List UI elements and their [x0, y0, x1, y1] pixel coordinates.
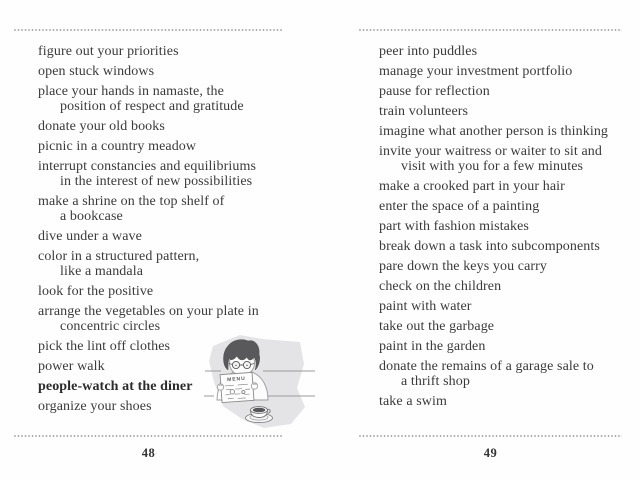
activity-item — [38, 84, 283, 114]
activity-line: paint with water — [379, 299, 472, 314]
activity-item — [38, 64, 283, 79]
activity-line: dive under a wave — [38, 229, 142, 244]
activity-item — [38, 119, 283, 134]
page-number-left: 48 — [141, 446, 156, 460]
activity-item — [379, 199, 622, 214]
activity-item — [38, 229, 283, 244]
activity-line: power walk — [38, 359, 105, 374]
activity-line: in the interest of new possibilities — [60, 174, 253, 189]
activity-line: paint in the garden — [379, 339, 486, 354]
page-right — [359, 29, 622, 460]
activity-item — [379, 319, 622, 334]
activity-line: pick the lint off clothes — [38, 339, 171, 354]
activity-line: concentric circles — [60, 319, 161, 334]
activity-line: pare down the keys you carry — [379, 259, 548, 274]
activity-line: like a mandala — [60, 264, 144, 279]
activity-item — [38, 194, 283, 224]
activity-item — [379, 259, 622, 274]
activity-line: peer into puddles — [379, 44, 478, 59]
activity-item — [379, 299, 622, 314]
menu-title: MENU — [226, 375, 247, 384]
activity-item — [379, 394, 622, 409]
activity-line: look for the positive — [38, 284, 154, 299]
activity-line: part with fashion mistakes — [379, 219, 529, 234]
activity-item — [379, 64, 622, 79]
dotted-rule-top-left — [14, 29, 283, 31]
activity-item — [379, 339, 622, 354]
activity-item — [38, 44, 283, 59]
activity-item — [379, 279, 622, 294]
activity-line: picnic in a country meadow — [38, 139, 197, 154]
activity-item — [379, 84, 622, 99]
activity-line: imagine what another person is thinking — [379, 124, 609, 139]
activity-item — [379, 239, 622, 254]
dotted-rule-bottom-right — [359, 435, 622, 437]
activity-line: arrange the vegetables on your plate in — [38, 304, 259, 319]
menu-card — [220, 372, 254, 402]
activity-line: visit with you for a few minutes — [401, 159, 584, 174]
activity-item — [38, 249, 283, 279]
activity-item — [379, 219, 622, 234]
activity-line: people-watch at the diner — [38, 379, 193, 394]
activity-line: take a swim — [379, 394, 447, 409]
activity-line: interrupt constancies and equilibriums — [38, 159, 257, 174]
page-number-right: 49 — [483, 446, 498, 460]
activity-line: position of respect and gratitude — [60, 99, 244, 114]
activity-line: enter the space of a painting — [379, 199, 540, 214]
activity-item — [38, 159, 283, 189]
activity-item — [38, 139, 283, 154]
activity-line: pause for reflection — [379, 84, 490, 99]
activity-line: break down a task into subcomponents — [379, 239, 600, 254]
activity-line: open stuck windows — [38, 64, 155, 79]
activity-line: make a shrine on the top shelf of — [38, 194, 225, 209]
activity-line: organize your shoes — [38, 399, 152, 414]
activity-line: donate your old books — [38, 119, 165, 134]
activity-item — [38, 284, 283, 299]
dotted-rule-top-right — [359, 29, 622, 31]
activity-line: donate the remains of a garage sale to — [379, 359, 594, 374]
activity-line: figure out your priorities — [38, 44, 179, 59]
people-watch-illustration — [204, 330, 316, 430]
activity-line: make a crooked part in your hair — [379, 179, 565, 194]
activity-line: color in a structured pattern, — [38, 249, 200, 264]
activity-item — [379, 179, 622, 194]
activity-item — [379, 104, 622, 119]
activity-line: a thrift shop — [401, 374, 470, 389]
dotted-rule-bottom-left — [14, 435, 283, 437]
activity-item — [379, 359, 622, 389]
activity-list-right — [359, 29, 622, 409]
activity-line: take out the garbage — [379, 319, 495, 334]
activity-item — [379, 144, 622, 174]
activity-item — [379, 124, 622, 139]
activity-item — [379, 44, 622, 59]
activity-line: place your hands in namaste, the — [38, 84, 224, 99]
activity-line: a bookcase — [60, 209, 123, 224]
activity-line: check on the children — [379, 279, 502, 294]
activity-line: manage your investment portfolio — [379, 64, 573, 79]
activity-line: invite your waitress or waiter to sit and — [379, 144, 602, 159]
activity-line: train volunteers — [379, 104, 469, 119]
